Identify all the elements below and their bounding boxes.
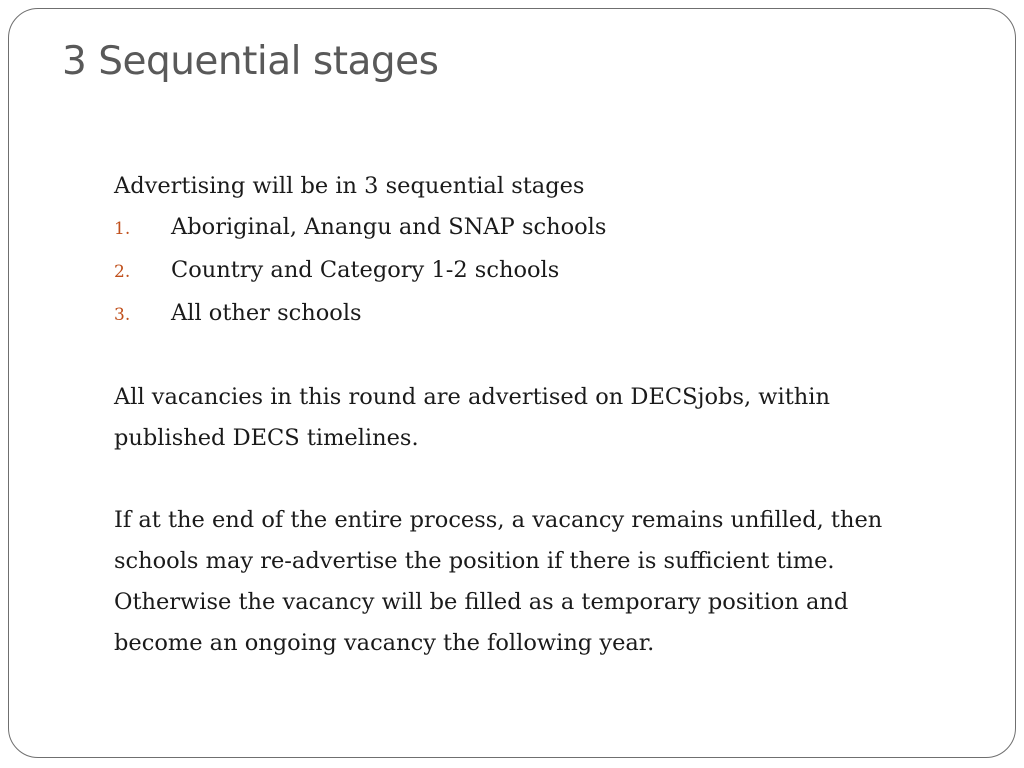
list-item-number: 1. [114,219,131,239]
list-item-text: Aboriginal, Anangu and SNAP schools [171,214,607,240]
list-item [114,293,904,336]
vacancies-paragraph: All vacancies in this round are advertised on DECSjobs, within published DECS timelines. [114,384,830,451]
list-item-text: All other schools [171,300,362,326]
list-item [114,250,904,293]
slide-frame [8,8,1016,758]
list-item-number: 3. [114,305,131,325]
slide-body [114,166,904,664]
list-item-number: 2. [114,262,131,282]
paragraph-spacer [114,459,904,500]
stages-list [114,207,904,336]
intro-text: Advertising will be in 3 sequential stages [114,173,585,199]
unfilled-vacancy-paragraph: If at the end of the entire process, a vacancy remains unfilled, then schools may re-advertise the position if there is sufficient time. Otherwise the vacancy will be filled as a temporary position and become an ongoing vacancy the following year. [114,507,883,656]
slide-title: 3 Sequential stages [62,39,439,84]
list-item [114,207,904,250]
paragraph-spacer [114,336,904,377]
list-item-text: Country and Category 1-2 schools [171,257,560,283]
